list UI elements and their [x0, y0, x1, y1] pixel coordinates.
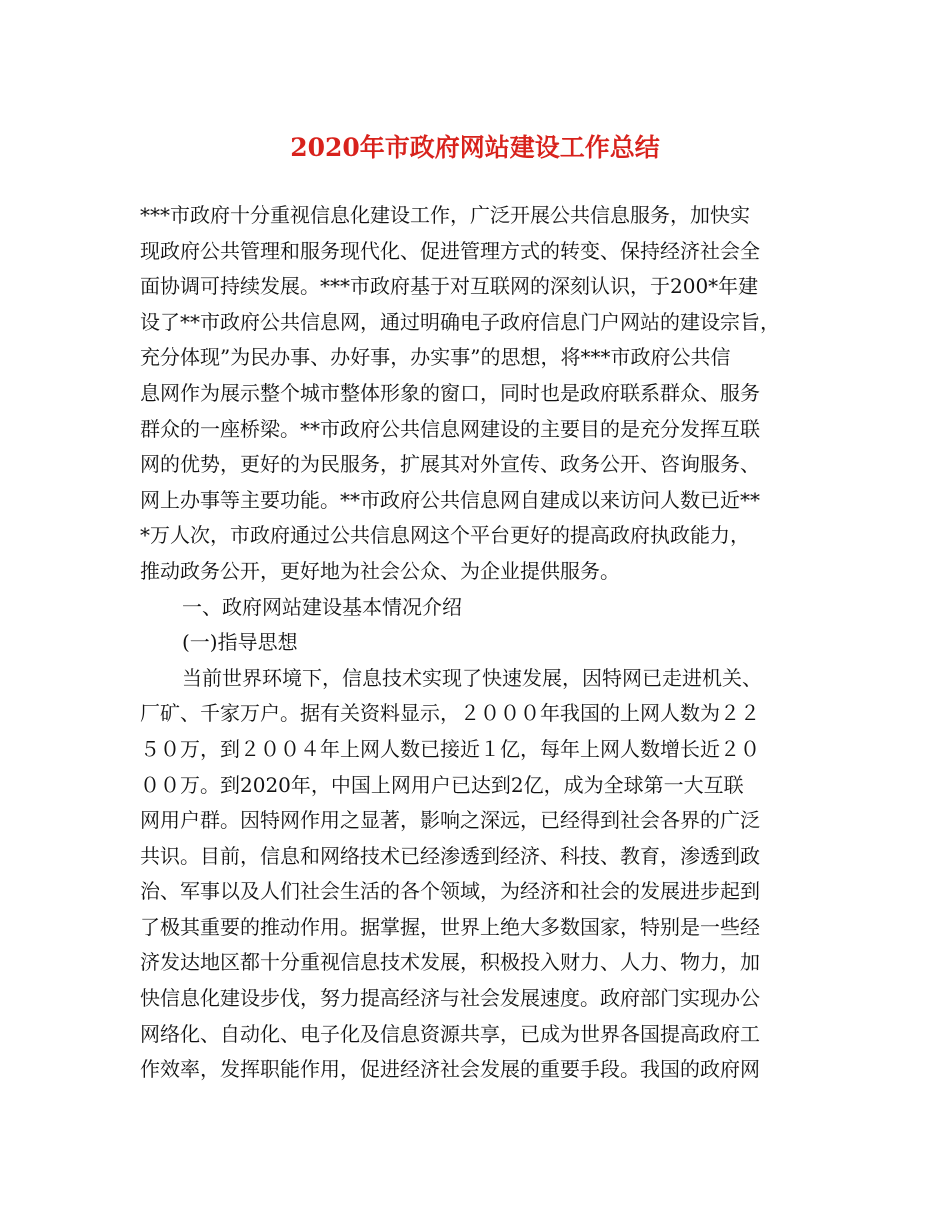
document-title: 2020年市政府网站建设工作总结	[290, 133, 660, 162]
body-line: 网络化、自动化、电子化及信息资源共享，已成为世界各国提高政府工	[140, 1021, 760, 1046]
body-line: 快信息化建设步伐，努力提高经济与社会发展速度。政府部门实现办公	[140, 986, 760, 1011]
section-heading: 一、政府网站建设基本情况介绍	[182, 594, 462, 619]
body-line: 网用户群。因特网作用之显著，影响之深远，已经得到社会各界的广泛	[140, 808, 760, 833]
body-line: 治、军事以及人们社会生活的各个领域，为经济和社会的发展进步起到	[140, 879, 760, 904]
body-line: 现政府公共管理和服务现代化、促进管理方式的转变、保持经济社会全	[140, 238, 760, 263]
body-line: ***市政府十分重视信息化建设工作，广泛开展公共信息服务，加快实	[140, 203, 750, 227]
body-line: 推动政务公开，更好地为社会公众、为企业提供服务。	[140, 558, 620, 583]
body-line: *万人次，市政府通过公共信息网这个平台更好的提高政府执政能力，	[140, 523, 750, 548]
body-line: ５０万，到２００４年上网人数已接近１亿，每年上网人数增长近２０	[140, 736, 760, 761]
subsection-heading: (一)指导思想	[182, 630, 298, 655]
body-line: 作效率，发挥职能作用，促进经济社会发展的重要手段。我国的政府网	[140, 1057, 760, 1082]
body-line: 当前世界环境下，信息技术实现了快速发展，因特网已走进机关、	[182, 665, 762, 690]
body-line: ００万。到2020年，中国上网用户已达到2亿，成为全球第一大互联	[140, 772, 744, 797]
body-line: 网上办事等主要功能。**市政府公共信息网自建成以来访问人数已近**	[140, 487, 760, 512]
body-line: 网的优势，更好的为民服务，扩展其对外宣传、政务公开、咨询服务、	[140, 452, 760, 477]
body-line: 厂矿、千家万户。据有关资料显示，２０００年我国的上网人数为２２	[140, 701, 760, 726]
body-line: 共识。目前，信息和网络技术已经渗透到经济、科技、教育，渗透到政	[140, 843, 760, 868]
body-line: 充分体现”为民办事、办好事，办实事”的思想，将***市政府公共信	[140, 345, 731, 370]
body-line: 济发达地区都十分重视信息技术发展，积极投入财力、人力、物力，加	[140, 950, 760, 975]
body-line: 面协调可持续发展。***市政府基于对互联网的深刻认识，于200*年建	[140, 274, 759, 299]
body-line: 息网作为展示整个城市整体形象的窗口，同时也是政府联系群众、服务	[140, 380, 760, 405]
body-line: 设了**市政府公共信息网，通过明确电子政府信息门户网站的建设宗旨，	[140, 309, 780, 334]
body-line: 群众的一座桥梁。**市政府公共信息网建设的主要目的是充分发挥互联	[140, 416, 760, 441]
body-line: 了极其重要的推动作用。据掌握，世界上绝大多数国家，特别是一些经	[140, 914, 760, 939]
document-body	[140, 198, 815, 1088]
